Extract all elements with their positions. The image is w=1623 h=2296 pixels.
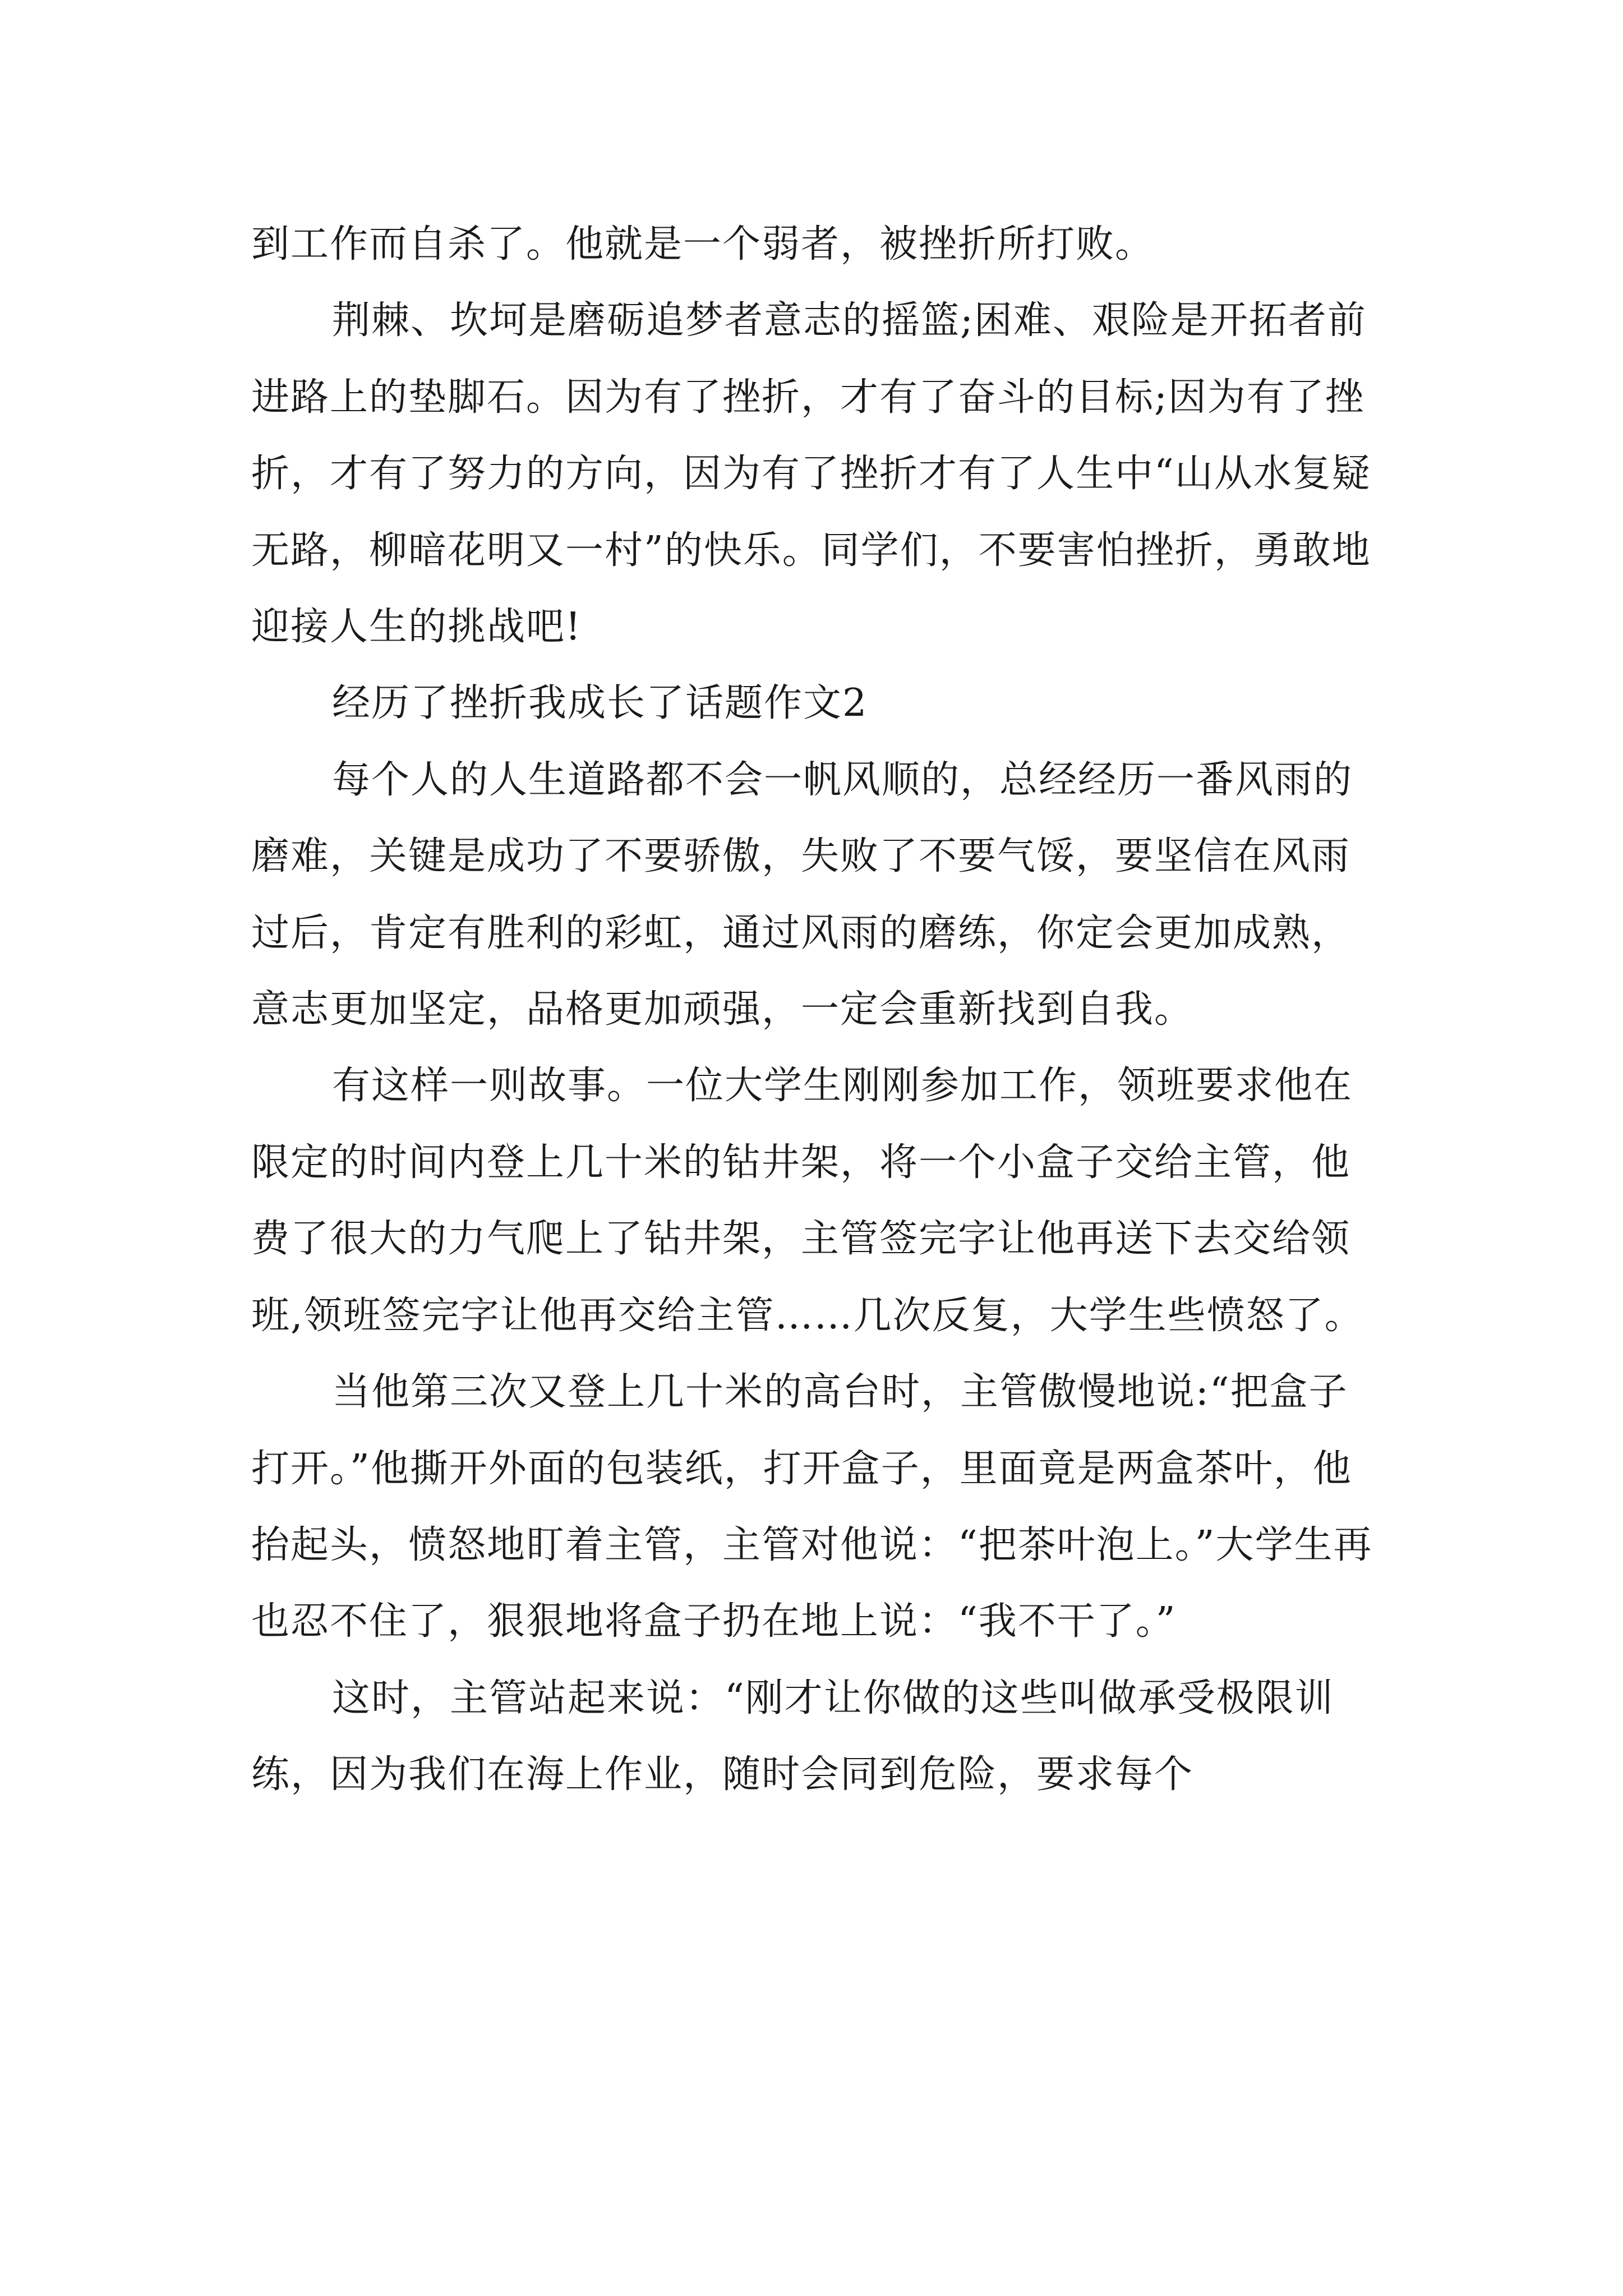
paragraph-thorns: 荆棘、坎坷是磨砺追梦者意志的摇篮;困难、艰险是开拓者前进路上的垫脚石。因为有了挫折，才有了奋斗的目标;因为有了挫折，才有了努力的方向，因为有了挫折才有了人生中“山从水复疑无路，柳暗花明又一村”的快乐。同学们，不要害怕挫折，勇敢地迎接人生的挑战吧! xyxy=(251,298,1371,650)
paragraph-continuation: 到工作而自杀了。他就是一个弱者，被挫折所打败。 xyxy=(251,222,1155,266)
paragraph-supervisor: 这时，主管站起来说：“刚才让你做的这些叫做承受极限训练，因为我们在海上作业，随时会同到危险，要求每个 xyxy=(251,1676,1334,1797)
essay-title-2: 经历了挫折我成长了话题作文2 xyxy=(332,681,868,726)
document-body xyxy=(251,206,1384,1814)
paragraph-third-climb: 当他第三次又登上几十米的高台时，主管傲慢地说:“把盒子打开。”他撕开外面的包装纸，打开盒子，里面竟是两盒茶叶，他抬起头，愤怒地盯着主管，主管对他说：“把茶叶泡上。”大学生再也忍不住了，狠狠地将盒子扔在地上说：“我不干了。” xyxy=(251,1370,1373,1644)
paragraph-life-road: 每个人的人生道路都不会一帆风顺的，总经经历一番风雨的磨难，关键是成功了不要骄傲，失败了不要气馁，要坚信在风雨过后，肯定有胜利的彩虹，通过风雨的磨练，你定会更加成熟，意志更加坚定，品格更加顽强，一定会重新找到自我。 xyxy=(251,757,1353,1032)
paragraph-story: 有这样一则故事。一位大学生刚刚参加工作，领班要求他在限定的时间内登上几十米的钻井架，将一个小盒子交给主管，他费了很大的力气爬上了钻井架，主管签完字让他再送下去交给领班,领班签完字让他再交给主管……几次反复，大学生些愤怒了。 xyxy=(251,1064,1364,1338)
